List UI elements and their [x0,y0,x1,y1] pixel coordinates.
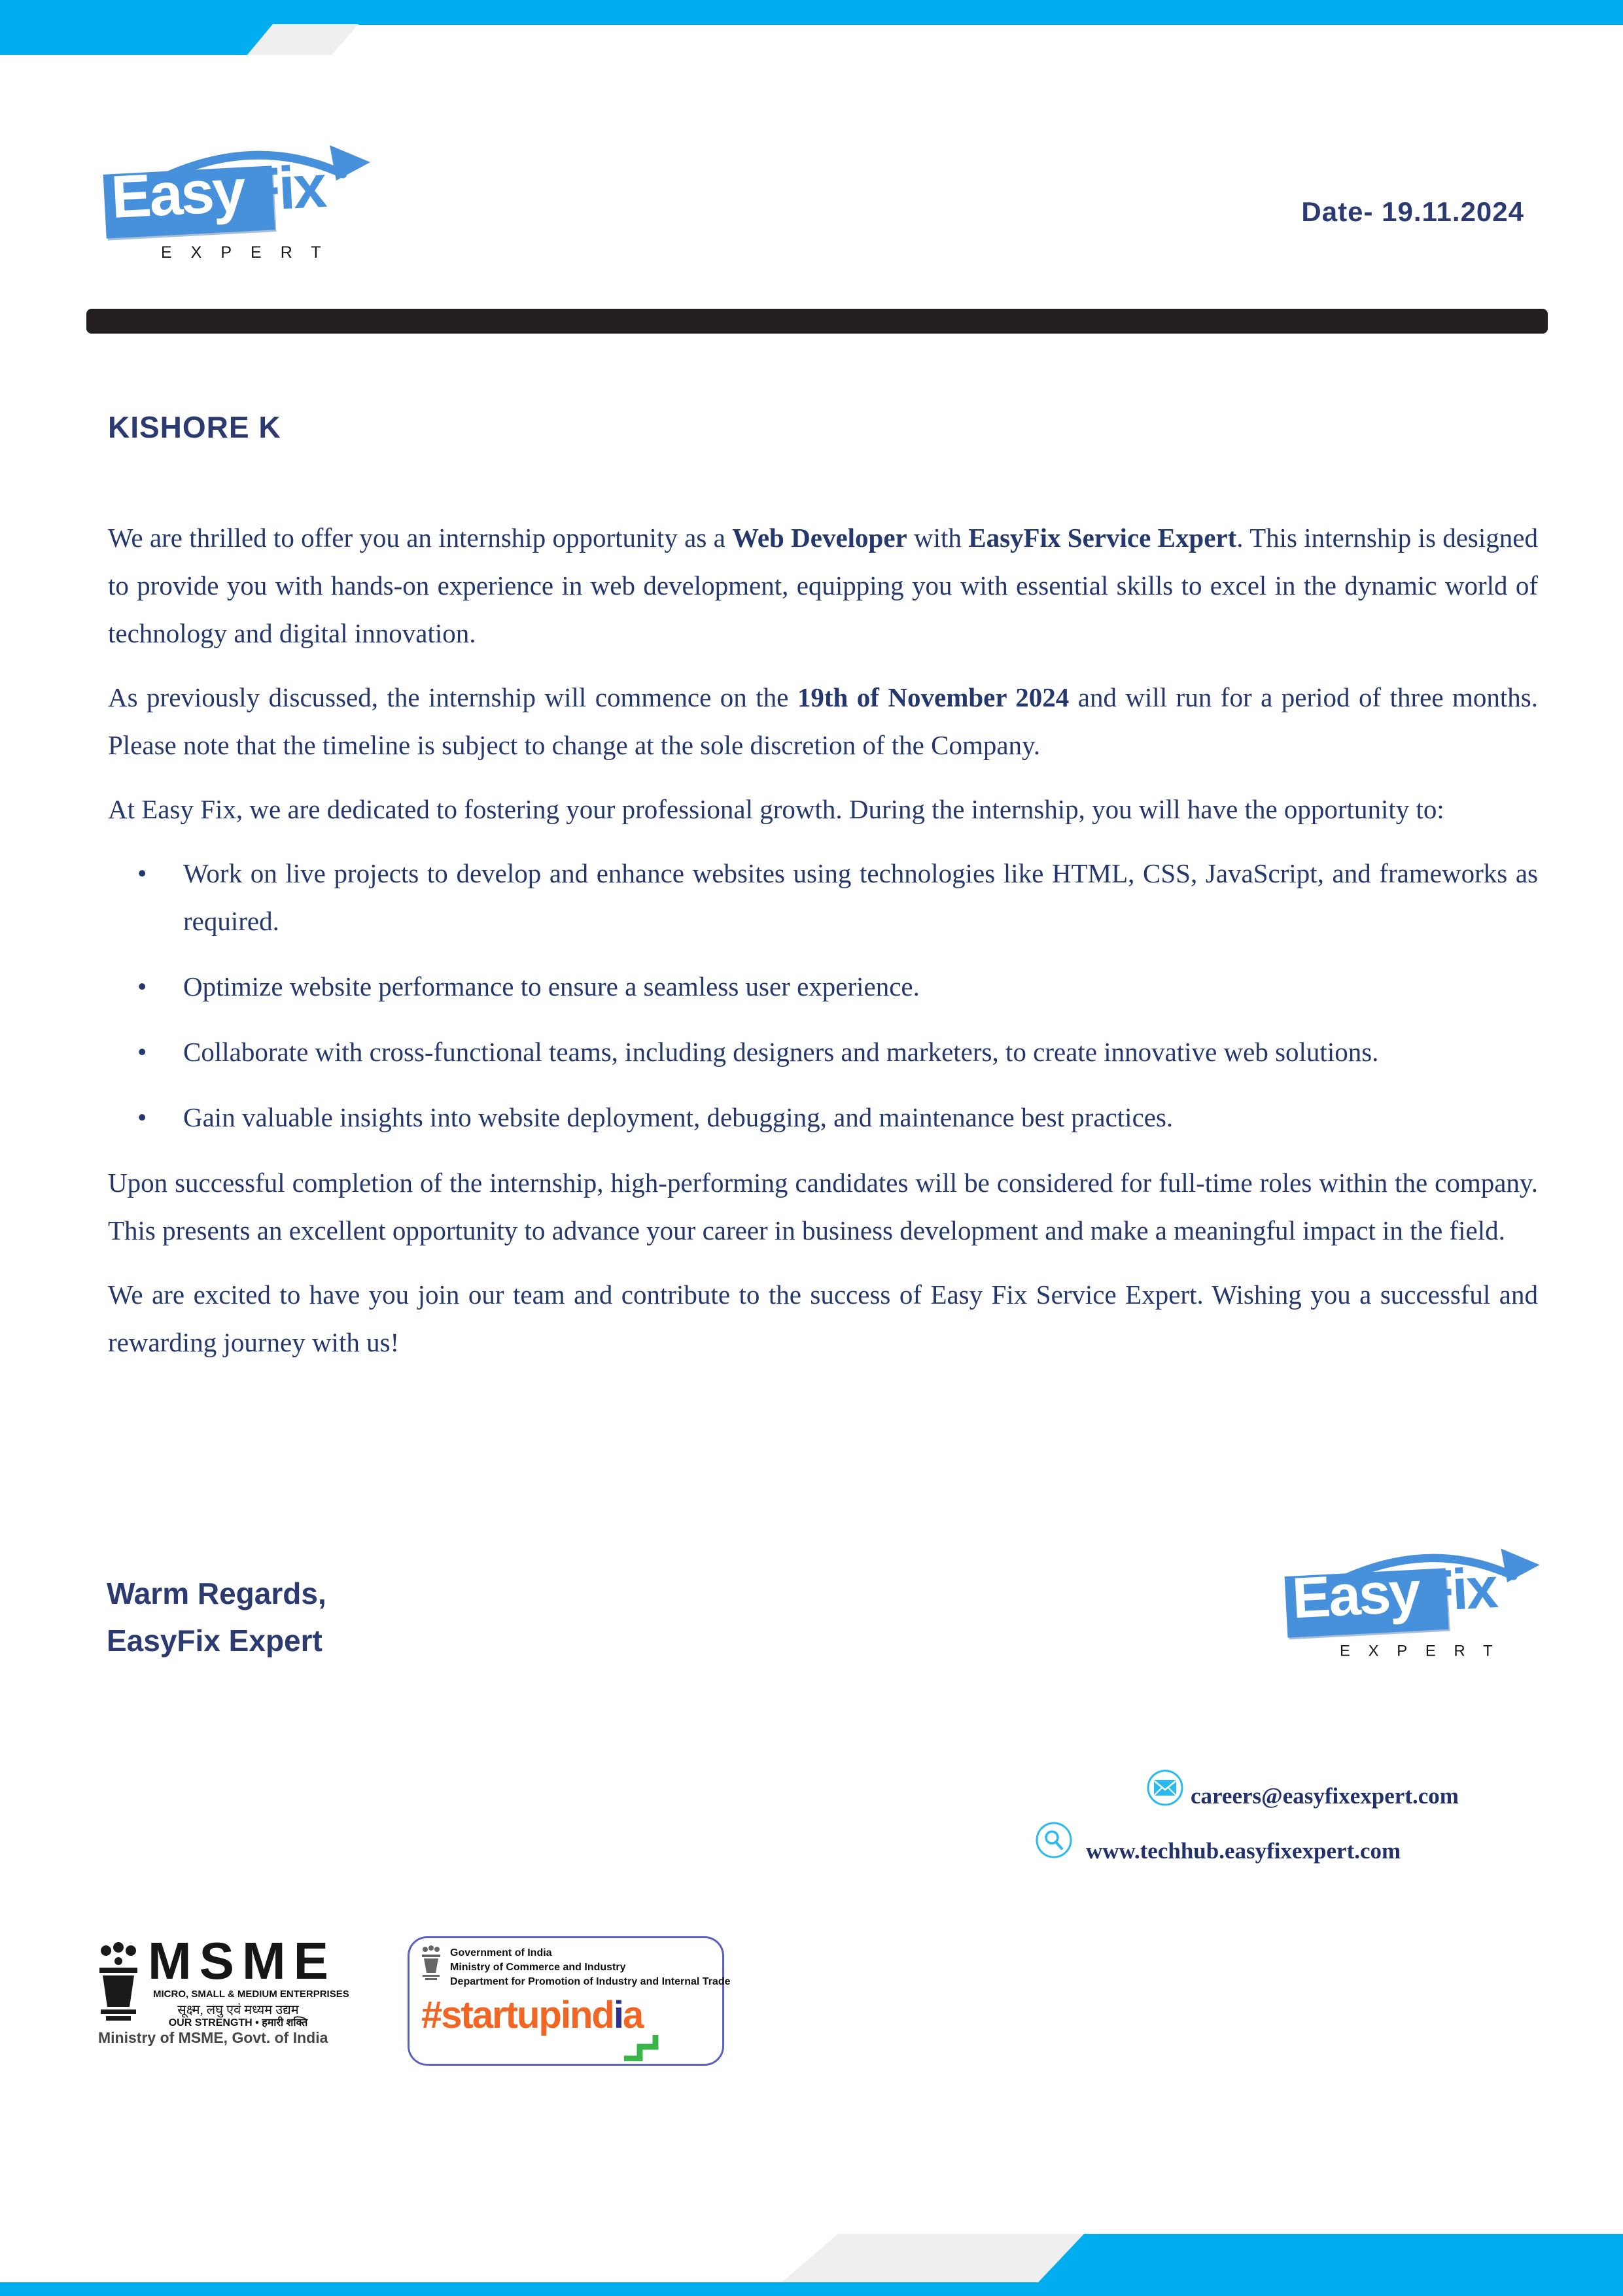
signature-line2: EasyFix Expert [107,1624,323,1658]
letter-body [108,514,1538,1383]
bullet-dot: • [137,858,147,888]
header-band [0,0,1623,59]
bullet-text: Optimize website performance to ensure a seamless user experience. [183,971,920,1001]
ashoka-emblem-icon [93,1940,144,2024]
bullet-item [108,850,1538,945]
website-url: www.techhub.easyfixexpert.com [1086,1838,1401,1864]
badge-gov-line2: Ministry of Commerce and Industry [450,1962,626,1973]
logo-fix: Fix [1417,1556,1498,1624]
badge-gov-line1: Government of India [450,1947,552,1958]
ashoka-emblem-icon [419,1945,444,1981]
paragraph-offer: We are thrilled to offer you an internship opportunity as a Web Developer with EasyFix Service Expert. This internship is designed to provide you with hands-on experience in web development, equipping you with essential skills to excel in the dynamic world of technology and digital innovation. [108,523,1538,648]
logo-expert-label: EXPERT [1340,1642,1511,1660]
msme-caption: Ministry of MSME, Govt. of India [98,2029,328,2046]
startupindia-wordmark: #startupindia [421,1994,643,2036]
logo-wordmark [1291,1557,1498,1630]
paragraph-closing: We are excited to have you join our team and contribute to the success of Easy Fix Service Expert. Wishing you a successful and rewarding journey with us! [108,1279,1538,1357]
logo-easy: Easy [1290,1559,1421,1631]
careers-email: careers@easyfixexpert.com [1191,1783,1459,1809]
paragraph-growth: At Easy Fix, we are dedicated to fostering your professional growth. During the internship, you will have the opportunity to: [108,794,1444,824]
startup-india-badge [408,1936,731,2066]
msme-wordmark: MSME [148,1932,336,1990]
bullet-item [108,963,1538,1011]
bullet-text: Collaborate with cross-functional teams, including designers and marketers, to create innovative web solutions. [183,1037,1379,1067]
search-icon [1035,1821,1073,1859]
bullet-dot: • [137,1037,147,1067]
bullet-item [108,1028,1538,1076]
startup-step-icon [620,2034,670,2061]
footer-band [0,2231,1623,2296]
recipient-name: KISHORE K [108,410,281,444]
signature-block [107,1570,326,1664]
badge-gov-line3: Department for Promotion of Industry and Internal Trade [450,1976,731,1987]
msme-subtitle: MICRO, SMALL & MEDIUM ENTERPRISES [153,1989,349,2000]
bullet-item [108,1094,1538,1141]
easyfix-logo [103,136,385,270]
email-icon [1146,1769,1184,1807]
logo-easy: Easy [109,157,246,231]
paragraph-fulltime: Upon successful completion of the internship, high-performing candidates will be considered for full-time roles within the company. This presents an excellent opportunity to advance your career in business development and make a meaningful impact in the field. [108,1168,1538,1245]
bullet-dot: • [137,1102,147,1132]
logo-fix: Fix [241,152,327,224]
msme-strength-line: OUR STRENGTH • हमारी शक्ति [168,2017,308,2028]
bullet-text: Gain valuable insights into website deployment, debugging, and maintenance best practices. [183,1102,1174,1132]
msme-hindi-line: सूक्ष्म, लघु एवं मध्यम उद्यम [177,2003,299,2017]
logo-wordmark [109,154,326,230]
easyfix-logo [1285,1540,1554,1668]
badge-gov-lines [450,1946,730,1989]
logo-expert-label: EXPERT [161,243,340,262]
bullet-text: Work on live projects to develop and enhance websites using technologies like HTML, CSS, JavaScript, and frameworks as required. [183,858,1538,936]
divider-bar [86,309,1548,334]
signature-line1: Warm Regards, [107,1576,326,1610]
bullet-dot: • [137,971,147,1001]
date-label: Date- 19.11.2024 [1301,196,1524,227]
paragraph-timeline: As previously discussed, the internship will commence on the 19th of November 2024 and will run for a period of three months. Please note that the timeline is subject to change at the sole discretion of the Company. [108,682,1538,760]
